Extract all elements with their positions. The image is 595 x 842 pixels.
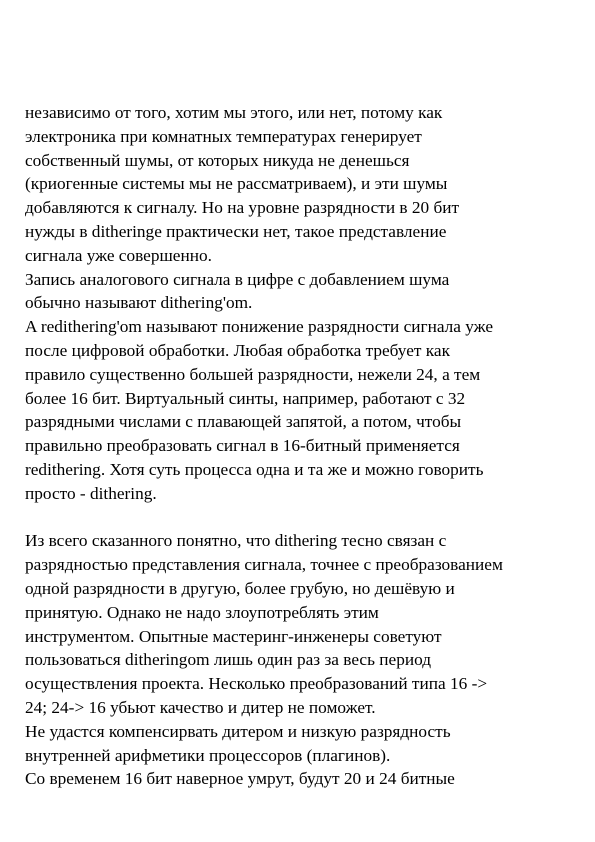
text-line: после цифровой обработки. Любая обработка требует как — [25, 340, 450, 360]
text-line: электроника при комнатных температурах генерирует — [25, 126, 422, 146]
text-line: Не удастся компенсирвать дитером и низкую разрядность — [25, 721, 451, 741]
text-line: Из всего сказанного понятно, что dithering тесно связан с — [25, 531, 447, 551]
body-text — [25, 101, 585, 791]
text-line: правило существенно большей разрядности, нежели 24, а тем — [25, 364, 481, 384]
text-line: собственный шумы, от которых никуда не денешься — [25, 150, 410, 170]
text-line: A redithering'om называют понижение разрядности сигнала уже — [25, 317, 494, 337]
text-line: Со временем 16 бит наверное умрут, будут 20 и 24 битные — [25, 769, 455, 789]
text-line: Запись аналогового сигнала в цифре с добавлением шума — [25, 269, 450, 289]
text-line: одной разрядности в другую, более грубую, но дешёвую и — [25, 578, 455, 598]
paragraph-5 — [25, 720, 585, 768]
text-line: 24; 24-> 16 убьют качество и дитер не поможет. — [25, 697, 376, 717]
paragraph-2 — [25, 268, 585, 316]
text-line: правильно преобразовать сигнал в 16-битный применяется — [25, 436, 460, 456]
text-line: redithering. Хотя суть процесса одна и та же и можно говорить — [25, 459, 484, 479]
text-line: просто - dithering. — [25, 483, 157, 503]
paragraph-6 — [25, 767, 585, 791]
paragraph-3 — [25, 315, 585, 505]
text-line: добавляются к сигналу. Но на уровне разрядности в 20 бит — [25, 198, 460, 218]
paragraph-4 — [25, 529, 585, 719]
text-line: разрядностью представления сигнала, точнее с преобразованием — [25, 555, 503, 575]
text-line: более 16 бит. Виртуальный синты, например, работают с 32 — [25, 388, 466, 408]
text-line: осуществления проекта. Несколько преобразований типа 16 -> — [25, 674, 488, 694]
text-line: пользоваться ditheringom лишь один раз за весь период — [25, 650, 432, 670]
paragraph-1 — [25, 101, 585, 268]
text-line: обычно называют dithering'om. — [25, 293, 253, 313]
text-line: внутренней арифметики процессоров (плагинов). — [25, 745, 391, 765]
text-line: (криогенные системы мы не рассматриваем), и эти шумы — [25, 174, 448, 194]
text-line: сигнала уже совершенно. — [25, 245, 212, 265]
text-line: инструментом. Опытные мастеринг-инженеры советуют — [25, 626, 442, 646]
text-line: нужды в ditheringe практически нет, такое представление — [25, 221, 447, 241]
text-line: разрядными числами с плавающей запятой, а потом, чтобы — [25, 412, 462, 432]
text-line: независимо от того, хотим мы этого, или нет, потому как — [25, 103, 443, 122]
paragraph-spacer — [25, 506, 585, 530]
text-line: принятую. Однако не надо злоупотреблять этим — [25, 602, 379, 622]
